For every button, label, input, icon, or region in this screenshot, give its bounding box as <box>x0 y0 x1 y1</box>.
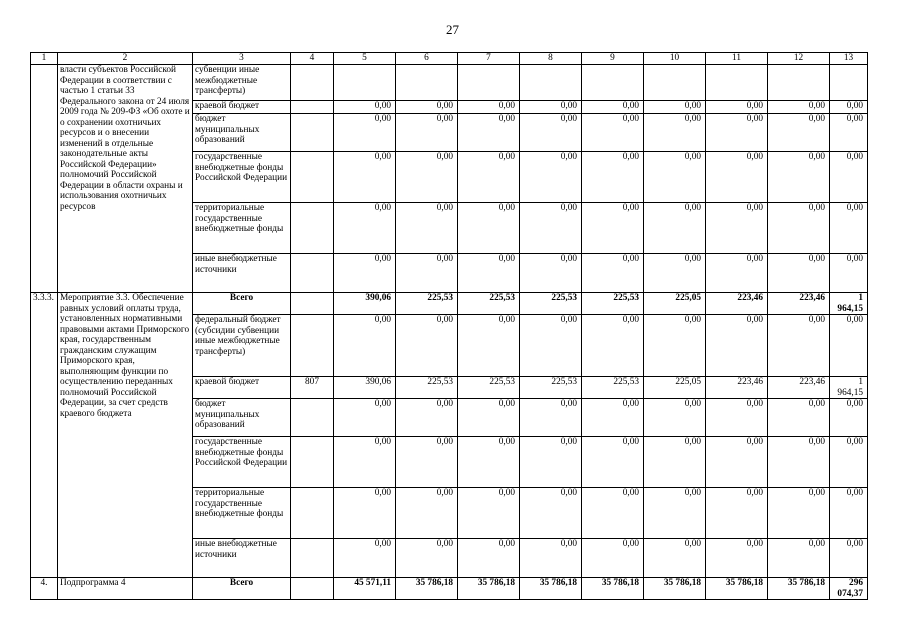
source-cell: иные внебюджетные источники <box>193 539 291 578</box>
value-cell <box>334 65 396 101</box>
col-header: 3 <box>193 53 291 65</box>
value-cell: 225,05 <box>644 293 706 315</box>
value-cell: 0,00 <box>334 152 396 203</box>
value-cell: 0,00 <box>768 254 830 293</box>
value-cell: 225,53 <box>582 293 644 315</box>
value-cell: 225,53 <box>458 377 520 399</box>
value-cell: 0,00 <box>644 488 706 539</box>
source-cell: иные внебюджетные источники <box>193 254 291 293</box>
col-header: 2 <box>58 53 193 65</box>
row-number-cell: 3.3.3. <box>31 293 58 578</box>
value-cell: 35 786,18 <box>644 578 706 600</box>
code-cell <box>291 539 334 578</box>
value-cell: 0,00 <box>644 114 706 152</box>
value-cell: 1 964,15 <box>830 293 868 315</box>
value-cell: 0,00 <box>458 315 520 377</box>
code-cell <box>291 152 334 203</box>
col-header: 11 <box>706 53 768 65</box>
value-cell: 0,00 <box>458 399 520 437</box>
value-cell: 0,00 <box>396 315 458 377</box>
value-cell: 223,46 <box>706 293 768 315</box>
source-cell: краевой бюджет <box>193 377 291 399</box>
value-cell: 0,00 <box>396 488 458 539</box>
value-cell: 0,00 <box>644 254 706 293</box>
description-cell: Подпрограмма 4 <box>58 578 193 600</box>
value-cell: 0,00 <box>706 399 768 437</box>
value-cell: 0,00 <box>520 101 582 114</box>
value-cell: 0,00 <box>768 152 830 203</box>
code-cell <box>291 437 334 488</box>
value-cell: 0,00 <box>458 488 520 539</box>
code-cell <box>291 488 334 539</box>
value-cell: 35 786,18 <box>520 578 582 600</box>
value-cell: 0,00 <box>830 399 868 437</box>
source-cell: бюджет муниципальных образований <box>193 114 291 152</box>
value-cell: 0,00 <box>768 101 830 114</box>
value-cell: 35 786,18 <box>706 578 768 600</box>
value-cell: 0,00 <box>768 114 830 152</box>
col-header: 6 <box>396 53 458 65</box>
value-cell: 0,00 <box>830 114 868 152</box>
source-cell: бюджет муниципальных образований <box>193 399 291 437</box>
value-cell: 0,00 <box>334 254 396 293</box>
value-cell: 0,00 <box>334 114 396 152</box>
value-cell: 225,53 <box>396 293 458 315</box>
value-cell: 0,00 <box>520 114 582 152</box>
description-cell: Мероприятие 3.3. Обеспечение равных условий оплаты труда, установленных нормативными правовыми актами Приморского края, государственным гражданским служащим Приморского края, выполняющим функции по осуществлению переданных полномочий Российской Федерации, за счет средств краевого бюджета <box>58 293 193 578</box>
col-header: 10 <box>644 53 706 65</box>
value-cell: 0,00 <box>830 203 868 254</box>
source-cell: территориальные государственные внебюджетные фонды <box>193 488 291 539</box>
value-cell: 390,06 <box>334 377 396 399</box>
col-header: 12 <box>768 53 830 65</box>
value-cell: 0,00 <box>706 101 768 114</box>
table-body <box>31 53 868 600</box>
value-cell: 35 786,18 <box>582 578 644 600</box>
source-cell: Всего <box>193 293 291 315</box>
value-cell: 0,00 <box>644 315 706 377</box>
value-cell: 0,00 <box>458 254 520 293</box>
value-cell: 0,00 <box>520 399 582 437</box>
col-header: 4 <box>291 53 334 65</box>
value-cell: 0,00 <box>334 101 396 114</box>
value-cell: 0,00 <box>768 315 830 377</box>
code-cell <box>291 578 334 600</box>
source-cell: федеральный бюджет (субсидии субвенции иные межбюджетные трансферты) <box>193 315 291 377</box>
value-cell: 223,46 <box>768 377 830 399</box>
source-cell: субвенции иные межбюджетные трансферты) <box>193 65 291 101</box>
value-cell: 0,00 <box>706 203 768 254</box>
value-cell: 0,00 <box>520 254 582 293</box>
value-cell: 0,00 <box>706 114 768 152</box>
value-cell <box>396 65 458 101</box>
value-cell: 35 786,18 <box>458 578 520 600</box>
value-cell <box>582 65 644 101</box>
value-cell: 0,00 <box>334 437 396 488</box>
code-cell <box>291 315 334 377</box>
source-cell: краевой бюджет <box>193 101 291 114</box>
value-cell: 0,00 <box>644 203 706 254</box>
col-header: 13 <box>830 53 868 65</box>
code-cell: 807 <box>291 377 334 399</box>
value-cell: 0,00 <box>706 315 768 377</box>
budget-table <box>30 52 868 600</box>
value-cell <box>644 65 706 101</box>
value-cell: 0,00 <box>582 539 644 578</box>
total-row <box>31 578 868 600</box>
value-cell: 0,00 <box>830 254 868 293</box>
source-cell: Всего <box>193 578 291 600</box>
value-cell: 296 074,37 <box>830 578 868 600</box>
value-cell: 0,00 <box>396 539 458 578</box>
value-cell: 0,00 <box>644 399 706 437</box>
value-cell: 0,00 <box>768 488 830 539</box>
value-cell: 0,00 <box>458 101 520 114</box>
value-cell: 0,00 <box>334 399 396 437</box>
col-header: 7 <box>458 53 520 65</box>
value-cell: 0,00 <box>334 315 396 377</box>
value-cell: 0,00 <box>644 101 706 114</box>
col-header: 8 <box>520 53 582 65</box>
value-cell: 0,00 <box>706 254 768 293</box>
page-number: 27 <box>446 22 459 37</box>
value-cell: 0,00 <box>396 203 458 254</box>
col-header: 9 <box>582 53 644 65</box>
value-cell: 0,00 <box>396 399 458 437</box>
code-cell <box>291 101 334 114</box>
value-cell: 0,00 <box>830 437 868 488</box>
value-cell: 0,00 <box>582 437 644 488</box>
value-cell: 0,00 <box>768 437 830 488</box>
code-cell <box>291 65 334 101</box>
row-number-cell <box>31 65 58 293</box>
value-cell: 0,00 <box>396 254 458 293</box>
value-cell: 0,00 <box>458 114 520 152</box>
value-cell: 0,00 <box>582 399 644 437</box>
value-cell: 1 964,15 <box>830 377 868 399</box>
code-cell <box>291 114 334 152</box>
value-cell <box>458 65 520 101</box>
value-cell: 0,00 <box>396 152 458 203</box>
value-cell: 0,00 <box>520 315 582 377</box>
value-cell: 0,00 <box>334 488 396 539</box>
col-header: 5 <box>334 53 396 65</box>
source-cell: государственные внебюджетные фонды Российской Федерации <box>193 437 291 488</box>
value-cell: 223,46 <box>706 377 768 399</box>
value-cell: 0,00 <box>334 539 396 578</box>
value-cell: 0,00 <box>520 203 582 254</box>
value-cell: 0,00 <box>582 114 644 152</box>
value-cell: 35 786,18 <box>768 578 830 600</box>
value-cell: 0,00 <box>768 203 830 254</box>
value-cell: 0,00 <box>334 203 396 254</box>
value-cell: 0,00 <box>768 399 830 437</box>
value-cell <box>706 65 768 101</box>
value-cell <box>830 65 868 101</box>
value-cell: 0,00 <box>644 152 706 203</box>
value-cell: 223,46 <box>768 293 830 315</box>
value-cell: 0,00 <box>520 437 582 488</box>
value-cell: 0,00 <box>582 152 644 203</box>
value-cell: 0,00 <box>706 488 768 539</box>
value-cell: 225,53 <box>520 293 582 315</box>
value-cell: 390,06 <box>334 293 396 315</box>
col-header: 1 <box>31 53 58 65</box>
value-cell: 0,00 <box>458 203 520 254</box>
value-cell: 0,00 <box>458 437 520 488</box>
value-cell: 0,00 <box>644 437 706 488</box>
value-cell: 0,00 <box>520 539 582 578</box>
value-cell: 0,00 <box>706 152 768 203</box>
value-cell: 225,53 <box>582 377 644 399</box>
value-cell: 0,00 <box>830 152 868 203</box>
value-cell: 0,00 <box>582 203 644 254</box>
value-cell: 45 571,11 <box>334 578 396 600</box>
code-cell <box>291 254 334 293</box>
value-cell: 0,00 <box>520 488 582 539</box>
value-cell: 0,00 <box>520 152 582 203</box>
table-row <box>31 65 868 101</box>
value-cell <box>768 65 830 101</box>
value-cell: 0,00 <box>582 315 644 377</box>
value-cell: 0,00 <box>768 539 830 578</box>
value-cell: 0,00 <box>644 539 706 578</box>
description-cell: власти субъектов Российской Федерации в соответствии с частью 1 статьи 33 Федерального закона от 24 июля 2009 года № 209-ФЗ «Об охоте и о сохранении охотничьих ресурсов и о внесении изменений в отдельные законодательные акты Российской Федерации» полномочий Российской Федерации в области охраны и использования охотничьих ресурсов <box>58 65 193 293</box>
source-cell: территориальные государственные внебюджетные фонды <box>193 203 291 254</box>
value-cell: 0,00 <box>582 254 644 293</box>
value-cell: 0,00 <box>830 101 868 114</box>
value-cell: 0,00 <box>458 539 520 578</box>
value-cell: 225,53 <box>458 293 520 315</box>
value-cell: 0,00 <box>582 101 644 114</box>
value-cell: 0,00 <box>396 101 458 114</box>
code-cell <box>291 203 334 254</box>
value-cell: 0,00 <box>582 488 644 539</box>
value-cell: 225,53 <box>396 377 458 399</box>
header-row <box>31 53 868 65</box>
code-cell <box>291 399 334 437</box>
value-cell: 0,00 <box>830 315 868 377</box>
value-cell: 225,05 <box>644 377 706 399</box>
value-cell: 0,00 <box>396 114 458 152</box>
value-cell <box>520 65 582 101</box>
code-cell <box>291 293 334 315</box>
source-cell: государственные внебюджетные фонды Российской Федерации <box>193 152 291 203</box>
value-cell: 0,00 <box>706 437 768 488</box>
value-cell: 0,00 <box>830 539 868 578</box>
value-cell: 225,53 <box>520 377 582 399</box>
value-cell: 0,00 <box>706 539 768 578</box>
value-cell: 0,00 <box>396 437 458 488</box>
total-row <box>31 293 868 315</box>
value-cell: 0,00 <box>458 152 520 203</box>
value-cell: 0,00 <box>830 488 868 539</box>
value-cell: 35 786,18 <box>396 578 458 600</box>
row-number-cell: 4. <box>31 578 58 600</box>
